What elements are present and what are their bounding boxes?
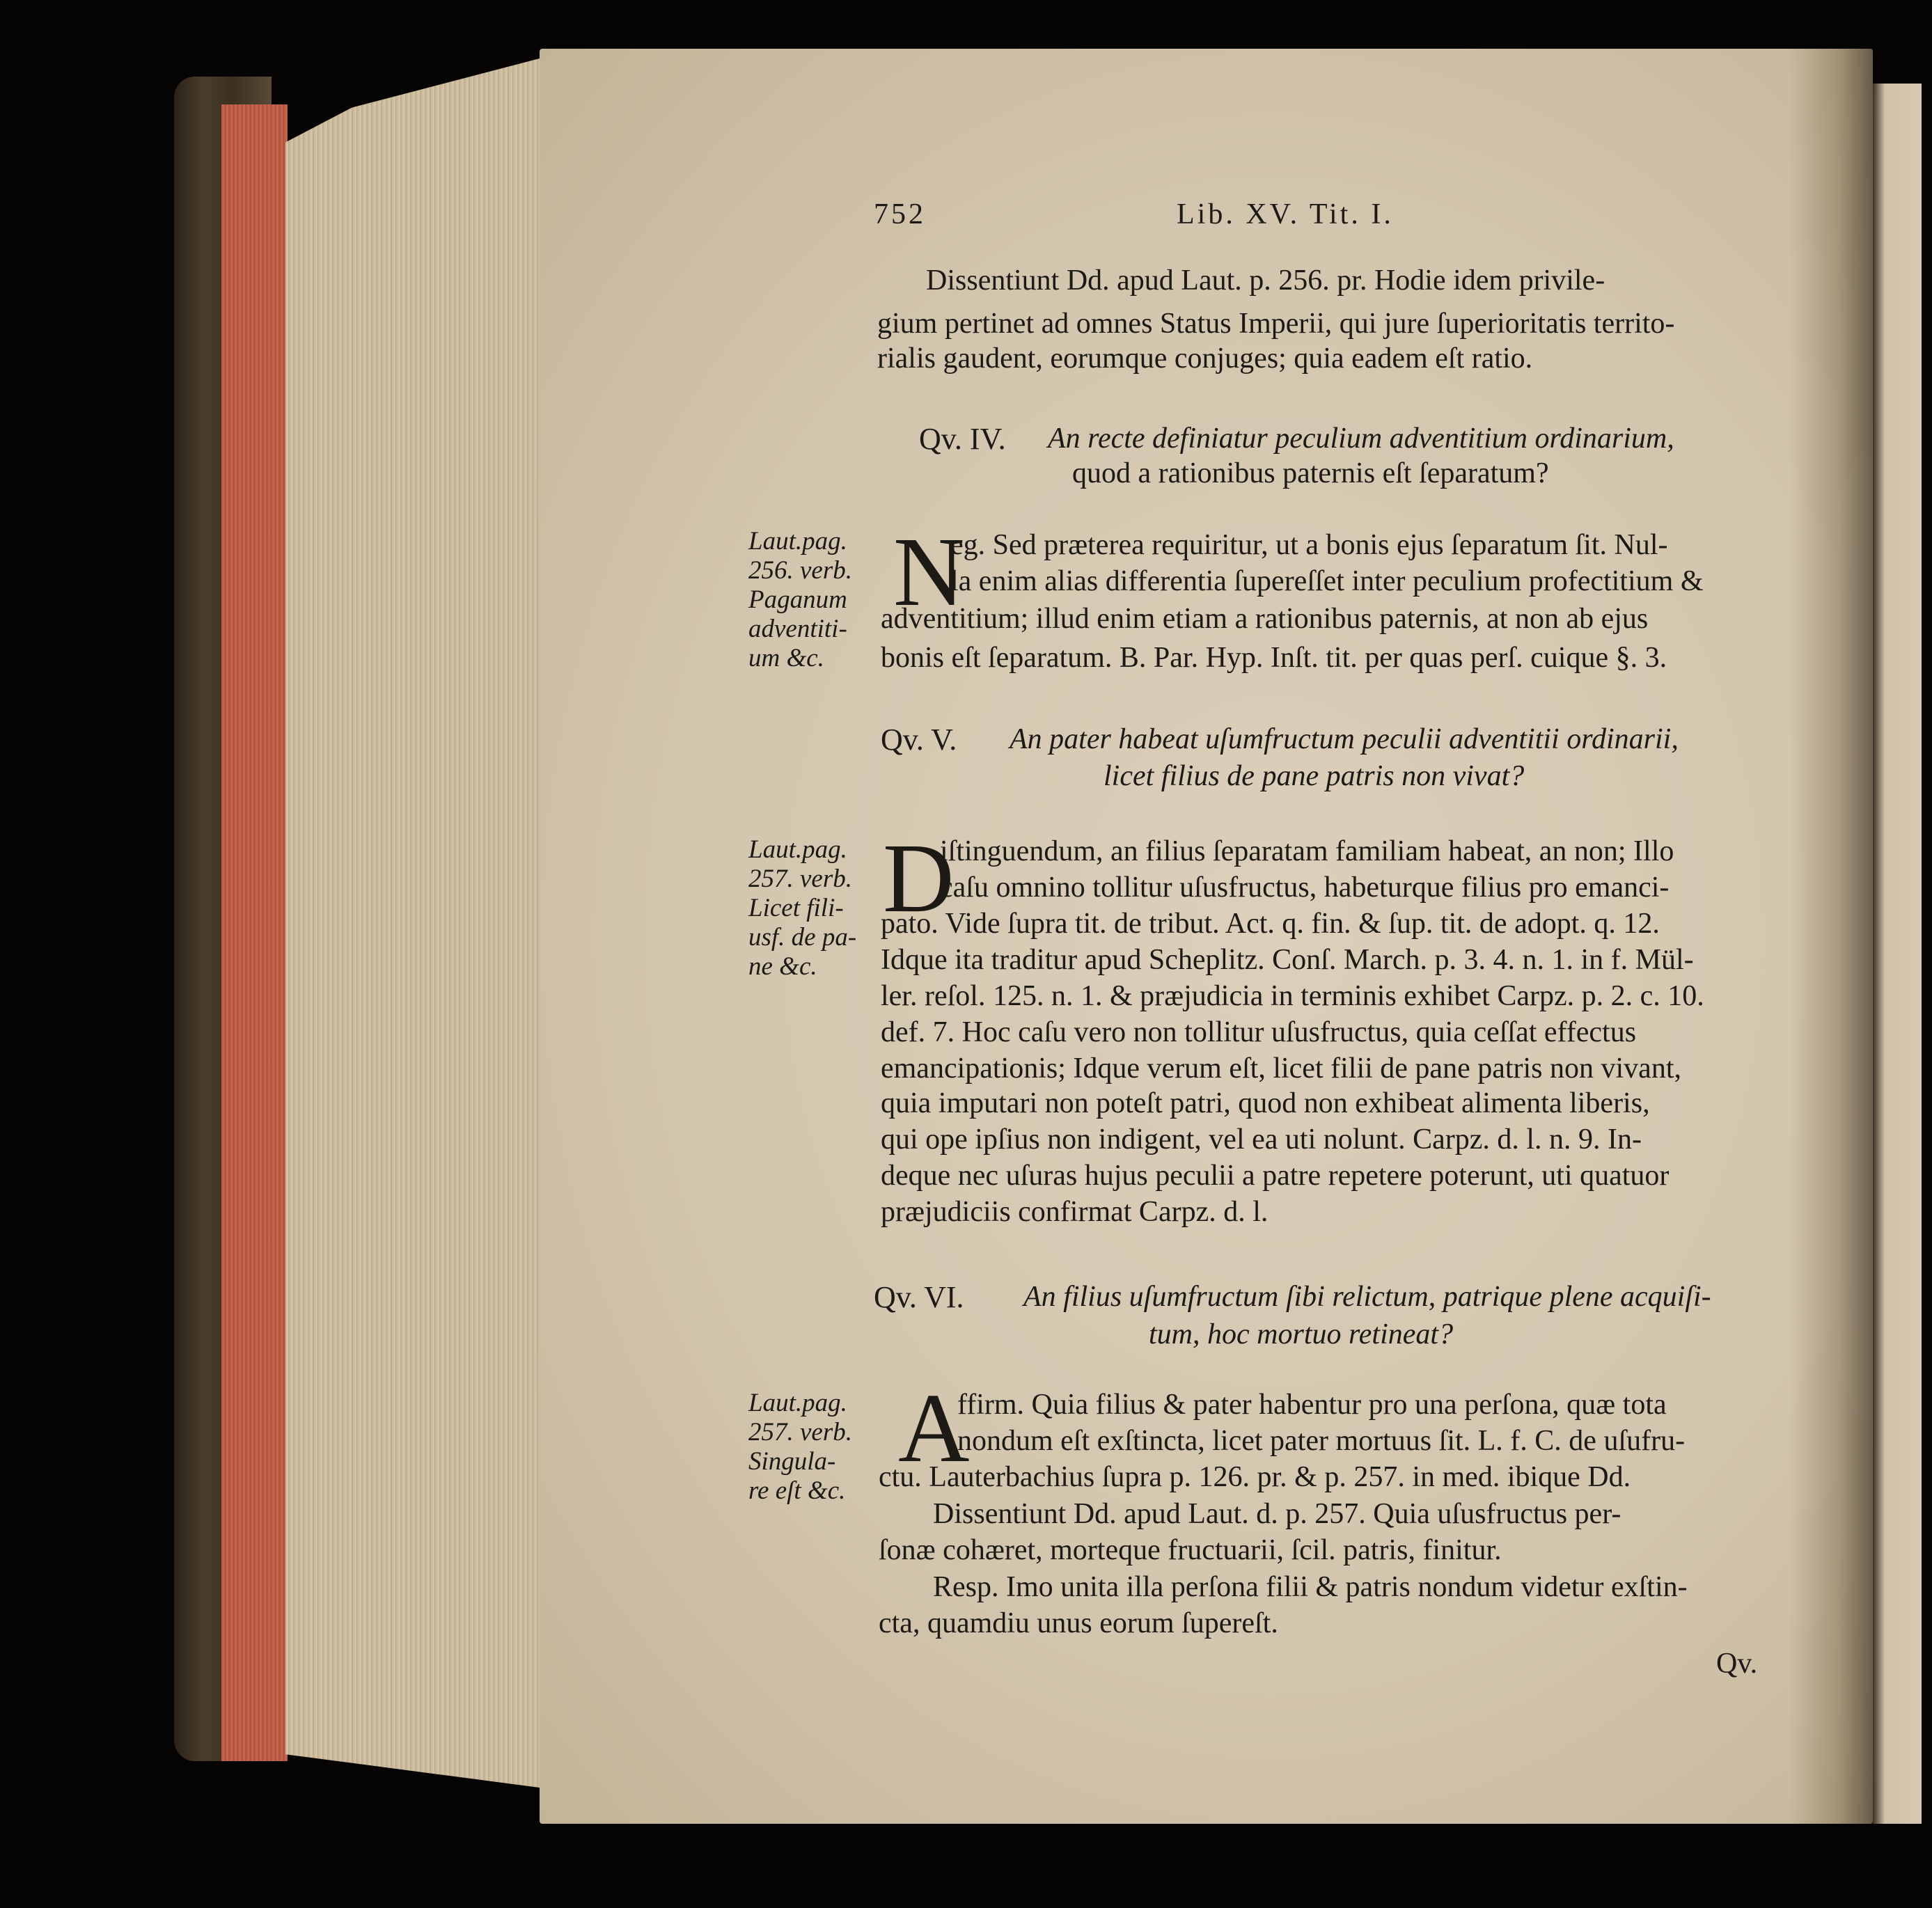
text-line: pato. Vide ſupra tit. de tribut. Act. q. fin. & ſup. tit. de adopt. q. 12. [881,908,1660,940]
page-gutter-shadow [1789,49,1873,1824]
drop-initial: N [893,517,965,626]
drop-initial: D [883,823,955,933]
drop-initial: A [898,1373,970,1483]
red-fore-edge [221,104,288,1761]
question-label: Qv. IV. [919,422,1006,456]
text-line: eg. Sed præterea requiritur, ut a bonis ejus ſeparatum ſit. Nul- [950,529,1668,561]
question-text: tum, hoc mortuo retineat? [1149,1318,1454,1350]
page-number: 752 [874,198,926,230]
text-line: Dissentiunt Dd. apud Laut. d. p. 257. Quia uſusfructus per- [933,1498,1621,1530]
question-text: quod a rationibus paternis eſt ſeparatum? [1072,457,1549,489]
question-label: Qv. VI. [874,1280,964,1314]
text-line: bonis eſt ſeparatum. B. Par. Hyp. Inſt. tit. per quas perſ. cuique §. 3. [881,642,1667,674]
page-stack [285,56,550,1789]
text-line: caſu omnino tollitur uſusfructus, habeturque filius pro emanci- [940,872,1670,904]
text-line: ſonæ cohæret, morteque fructuarii, ſcil. patris, finitur. [879,1534,1502,1566]
catchword: Qv. [1716,1648,1758,1680]
text-line: def. 7. Hoc caſu vero non tollitur uſusfructus, quia ceſſat effectus [881,1016,1637,1048]
text-line: præjudiciis confirmat Carpz. d. l. [881,1196,1269,1228]
text-line: Dissentiunt Dd. apud Laut. p. 256. pr. Hodie idem privile- [926,265,1605,297]
text-line: adventitium; illud enim etiam a rationibus paternis, at non ab ejus [881,603,1649,635]
text-line: Resp. Imo unita illa perſona filii & patris nondum videtur exſtin- [933,1571,1688,1603]
question-label: Qv. V. [881,723,957,757]
question-text: An recte definiatur peculium adventitium ordinarium, [1048,423,1674,455]
question-text: licet filius de pane patris non vivat? [1104,760,1525,792]
margin-note: Laut.pag. 257. verb. Licet fili- usf. de pa- ne &c. [748,835,857,981]
text-line: Idque ita traditur apud Scheplitz. Conſ. March. p. 3. 4. n. 1. in f. Mül- [881,944,1694,976]
text-line: nondum eſt exſtincta, licet pater mortuus ſit. L. f. C. de uſufru- [957,1425,1686,1457]
question-text: An filius uſumfructum ſibi relictum, patrique plene acquiſi- [1023,1281,1711,1313]
text-line: ffirm. Quia filius & pater habentur pro una perſona, quæ tota [957,1389,1667,1421]
text-line: ler. reſol. 125. n. 1. & præjudicia in terminis exhibet Carpz. p. 2. c. 10. [881,980,1704,1012]
text-line: rialis gaudent, eorumque conjuges; quia eadem eſt ratio. [877,342,1533,374]
text-line: ctu. Lauterbachius ſupra p. 126. pr. & p. 257. in med. ibique Dd. [879,1461,1631,1493]
text-line: gium pertinet ad omnes Status Imperii, qui jure ſuperioritatis territo- [877,308,1675,340]
margin-note: Laut.pag. 256. verb. Paganum adventiti- um &c. [748,527,852,672]
text-line: la enim alias differentia ſupereſſet inter peculium profectitium & [950,565,1704,597]
running-title: Lib. XV. Tit. I. [1177,198,1394,230]
text-line: cta, quamdiu unus eorum ſupereſt. [879,1607,1278,1639]
facing-page-edge [1873,84,1922,1824]
question-text: An pater habeat uſumfructum peculii adventitii ordinarii, [1010,723,1679,755]
text-line: iſtinguendum, an filius ſeparatam familiam habeat, an non; Illo [940,835,1674,867]
text-line: qui ope ipſius non indigent, vel ea uti nolunt. Carpz. d. l. n. 9. In- [881,1123,1642,1156]
margin-note: Laut.pag. 257. verb. Singula- re eſt &c. [748,1389,852,1505]
text-line: quia imputari non poteſt patri, quod non exhibeat alimenta liberis, [881,1087,1650,1119]
text-line: deque nec uſuras hujus peculii a patre repetere poterunt, uti quatuor [881,1160,1670,1192]
text-line: emancipationis; Idque verum eſt, licet filii de pane patris non vivant, [881,1052,1681,1085]
